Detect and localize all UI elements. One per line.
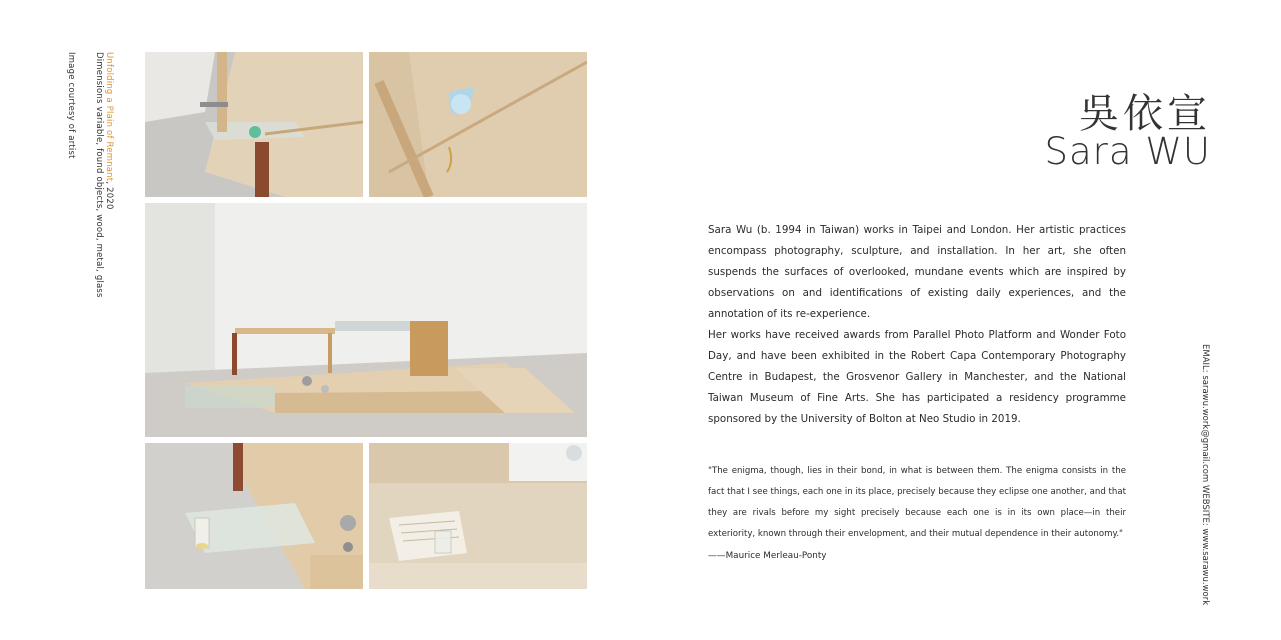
bio-paragraph-2: Her works have received awards from Parallel Photo Platform and Wonder Foto Day, and have been exhibited in the Robert Capa Contemporary Photography Centre in Budapest, the Grosvenor Gallery in Manchester, and the National Taiwan Museum of Fine Arts. She has participated a residency programme sponsored by the University of Bolton at Neo Studio in 2019. (708, 329, 1126, 425)
photo-installation-detail-3 (145, 443, 363, 589)
photo-installation-detail-1 (145, 52, 363, 197)
photo-installation-detail-2 (369, 52, 587, 197)
artwork-materials: Dimensions variable, found objects, wood, metal, glass (94, 52, 104, 298)
artist-name-english: Sara WU (1044, 130, 1211, 173)
quote-text: "The enigma, though, lies in their bond, in what is between them. The enigma consists in the fact that I see things, each one in its place, precisely because they eclipse one another, and that they are rivals before my sight precisely because each one is in its own place—in their exteriority, known through their envelopment, and their mutual dependence in their autonomy." (708, 466, 1126, 539)
artwork-year: , 2020 (104, 181, 114, 210)
photo-installation-detail-4 (369, 443, 587, 589)
artwork-caption (94, 52, 114, 298)
artwork-title-line (104, 52, 114, 298)
bio-paragraph-1: Sara Wu (b. 1994 in Taiwan) works in Taipei and London. Her artistic practices encompass photography, sculpture, and installation. In her art, she often suspends the surfaces of overlooked, mundane events which are inspired by observations on and identifications of existing daily experiences, and the annotation of its re-experience. (708, 224, 1126, 320)
contact-info: EMAIL: sarawu.work@gmail.com WEBSITE: www.sarawu.work (1200, 344, 1210, 606)
quote-author: ——Maurice Merleau-Ponty (708, 551, 827, 561)
photo-installation-overview (145, 203, 587, 437)
artist-name-chinese: 吳依宣 (1079, 91, 1211, 137)
artwork-title: Unfolding a Plain of Remnant (104, 52, 114, 182)
image-credit: Image courtesy of artist (66, 52, 76, 159)
